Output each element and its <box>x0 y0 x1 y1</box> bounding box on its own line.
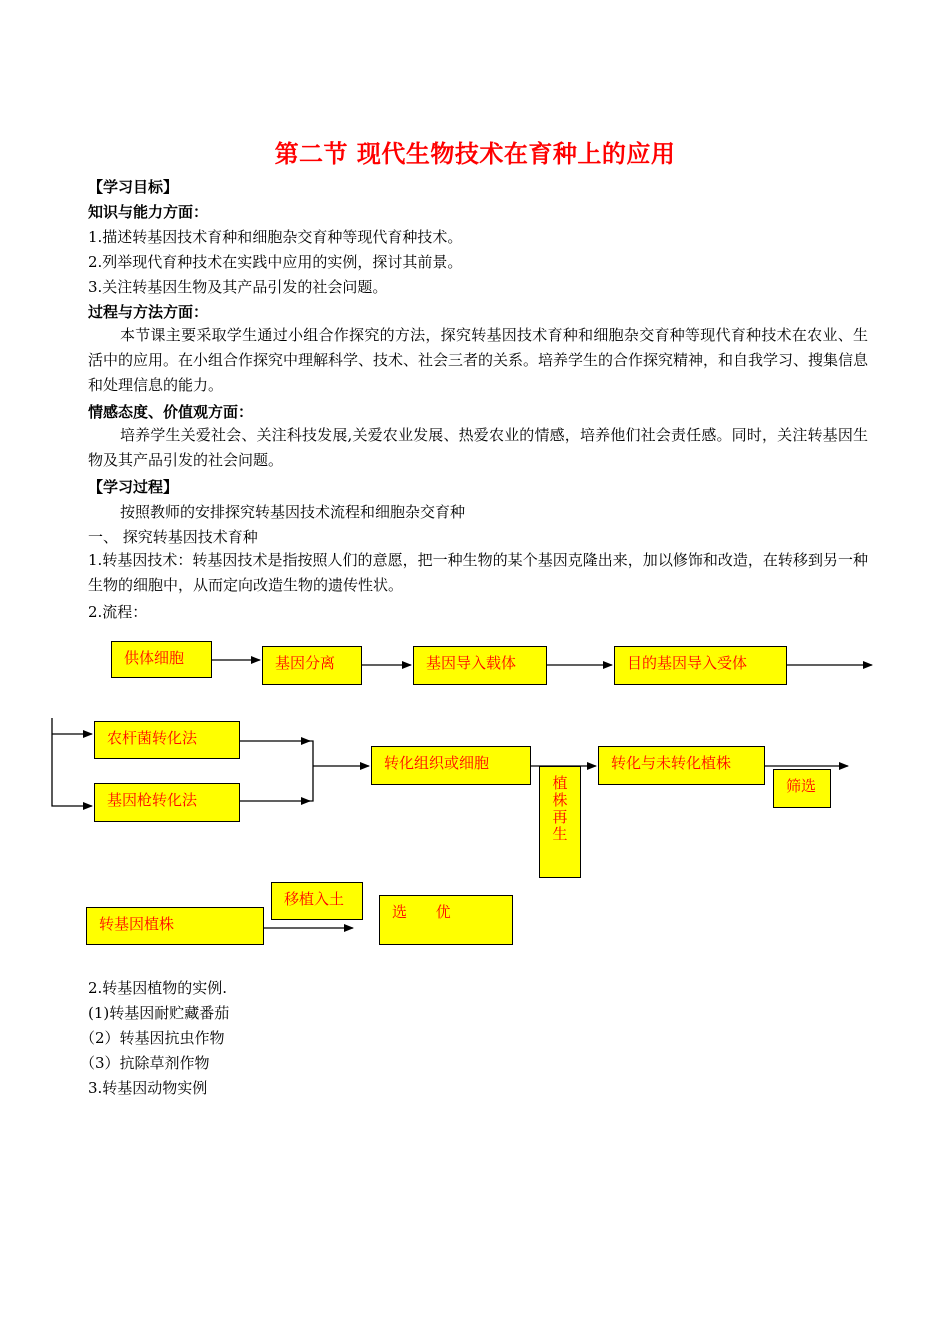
plant-examples-heading: 2.转基因植物的实例. <box>88 979 228 997</box>
flow-box-donor-cell: 供体细胞 <box>111 641 212 678</box>
knowledge-item-1: 1.描述转基因技术育种和细胞杂交育种等现代育种技术。 <box>88 228 463 246</box>
attitude-paragraph: 培养学生关爱社会、关注科技发展,关爱农业发展、热爱农业的情感，培养他们社会责任感。同时，关注转基因生物及其产品引发的社会问题。 <box>88 426 868 469</box>
process-heading: 过程与方法方面： <box>88 303 209 321</box>
flow-box-transplant-to-soil: 移植入土 <box>271 882 363 920</box>
objectives-heading: 【学习目标】 <box>88 178 179 196</box>
section-1-heading: 一、 探究转基因技术育种 <box>88 528 258 546</box>
flow-box-screening: 筛选 <box>773 769 831 808</box>
regen-char-3: 再 <box>552 808 568 826</box>
flow-box-gene-isolation: 基因分离 <box>262 646 362 685</box>
attitude-heading: 情感态度、价值观方面： <box>88 403 254 421</box>
process-paragraph: 本节课主要采取学生通过小组合作探究的方法，探究转基因技术育种和细胞杂交育种等现代育种技术在农业、生活中的应用。在小组合作探究中理解科学、技术、社会三者的关系。培养学生的合作探究精神，和自我学习、搜集信息和处理信息的能力。 <box>88 326 869 394</box>
learning-intro: 按照教师的安排探究转基因技术流程和细胞杂交育种 <box>120 503 466 521</box>
flow-box-agrobacterium-method: 农杆菌转化法 <box>94 721 240 759</box>
knowledge-item-3: 3.关注转基因生物及其产品引发的社会问题。 <box>88 278 388 296</box>
regen-char-4: 生 <box>552 825 568 843</box>
plant-example-1: (1)转基因耐贮藏番茄 <box>88 1004 230 1022</box>
flow-box-plant-regeneration <box>539 766 581 878</box>
flow-label: 2.流程： <box>88 603 148 621</box>
plant-example-2: （2）转基因抗虫作物 <box>80 1029 225 1047</box>
animal-examples-heading: 3.转基因动物实例 <box>88 1079 208 1097</box>
knowledge-heading: 知识与能力方面： <box>88 203 209 221</box>
flow-box-target-gene-into-receptor: 目的基因导入受体 <box>614 646 787 685</box>
page-title: 第二节 现代生物技术在育种上的应用 <box>274 140 676 168</box>
learning-heading: 【学习过程】 <box>88 478 179 496</box>
definition-paragraph: 1.转基因技术：转基因技术是指按照人们的意愿，把一种生物的某个基因克隆出来，加以修饰和改造，在转移到另一种生物的细胞中，从而定向改造生物的遗传性状。 <box>88 551 868 594</box>
flow-box-gene-into-vector: 基因导入载体 <box>413 646 547 685</box>
regen-char-1: 植 <box>552 774 568 792</box>
flow-box-transgenic-plant: 转基因植株 <box>86 907 264 945</box>
knowledge-item-2: 2.列举现代育种技术在实践中应用的实例，探讨其前景。 <box>88 253 463 271</box>
plant-example-3: （3）抗除草剂作物 <box>80 1054 210 1072</box>
flow-box-transformed-tissue: 转化组织或细胞 <box>371 746 531 785</box>
flow-box-gene-gun-method: 基因枪转化法 <box>94 783 240 822</box>
regen-char-2: 株 <box>552 791 568 809</box>
flow-box-select-best: 选 优 <box>379 895 513 945</box>
flow-box-transformed-plants: 转化与未转化植株 <box>598 746 765 785</box>
